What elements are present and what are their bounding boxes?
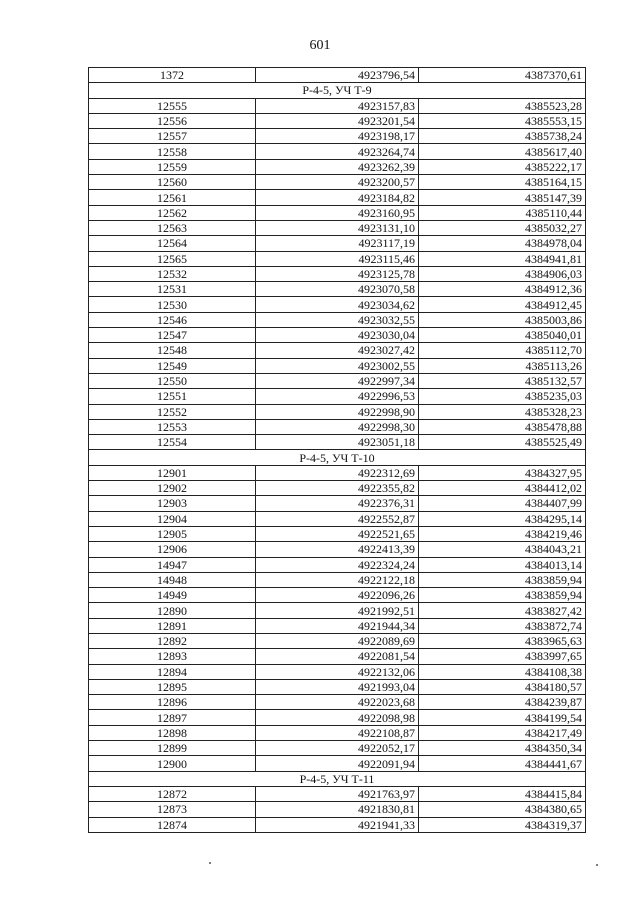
point-number-cell: 12898 [89,725,256,740]
section-title: Р-4-5, УЧ Т-9 [89,83,586,98]
page-number: 601 [309,38,331,53]
y-coordinate-cell: 4383859,94 [419,572,586,587]
x-coordinate-cell: 4922096,26 [256,588,419,603]
y-coordinate-cell: 4384013,14 [419,557,586,572]
x-coordinate-cell: 4922324,24 [256,557,419,572]
table-row [89,205,586,220]
point-number-cell: 12899 [89,741,256,756]
point-number-cell: 12556 [89,113,256,128]
point-number-cell: 12903 [89,496,256,511]
x-coordinate-cell: 4921993,04 [256,679,419,694]
x-coordinate-cell: 4923131,10 [256,220,419,235]
x-coordinate-cell: 4923117,19 [256,236,419,251]
table-row [89,220,586,235]
y-coordinate-cell: 4385113,26 [419,358,586,373]
x-coordinate-cell: 4922355,82 [256,481,419,496]
point-number-cell: 12904 [89,511,256,526]
x-coordinate-cell: 4921944,34 [256,618,419,633]
table-row [89,251,586,266]
table-row [89,190,586,205]
point-number-cell: 12896 [89,695,256,710]
y-coordinate-cell: 4385110,44 [419,205,586,220]
table-row [89,297,586,312]
table-row [89,328,586,343]
point-number-cell: 12551 [89,389,256,404]
y-coordinate-cell: 4384941,81 [419,251,586,266]
point-number-cell: 14949 [89,588,256,603]
y-coordinate-cell: 4385222,17 [419,159,586,174]
table-row [89,695,586,710]
table-row [89,511,586,526]
x-coordinate-cell: 4922413,39 [256,542,419,557]
x-coordinate-cell: 4922052,17 [256,741,419,756]
point-number-cell: 12554 [89,435,256,450]
x-coordinate-cell: 4923030,04 [256,328,419,343]
x-coordinate-cell: 4923070,58 [256,282,419,297]
point-number-cell: 12901 [89,465,256,480]
y-coordinate-cell: 4384380,65 [419,802,586,817]
table-row [89,373,586,388]
x-coordinate-cell: 4923027,42 [256,343,419,358]
y-coordinate-cell: 4387370,61 [419,68,586,83]
y-coordinate-cell: 4385164,15 [419,175,586,190]
y-coordinate-cell: 4383872,74 [419,618,586,633]
point-number-cell: 12562 [89,205,256,220]
y-coordinate-cell: 4384912,45 [419,297,586,312]
point-number-cell: 12890 [89,603,256,618]
table-row [89,542,586,557]
table-row [89,481,586,496]
point-number-cell: 12873 [89,802,256,817]
point-number-cell: 12553 [89,419,256,434]
y-coordinate-cell: 4384217,49 [419,725,586,740]
section-title: Р-4-5, УЧ Т-11 [89,771,586,786]
x-coordinate-cell: 4922376,31 [256,496,419,511]
point-number-cell: 12906 [89,542,256,557]
x-coordinate-cell: 4922996,53 [256,389,419,404]
y-coordinate-cell: 4385617,40 [419,144,586,159]
point-number-cell: 12548 [89,343,256,358]
point-number-cell: 12550 [89,373,256,388]
table-row [89,802,586,817]
table-row [89,710,586,725]
y-coordinate-cell: 4385147,39 [419,190,586,205]
x-coordinate-cell: 4923201,54 [256,113,419,128]
table-row [89,572,586,587]
scan-speck [209,862,211,864]
x-coordinate-cell: 4922552,87 [256,511,419,526]
x-coordinate-cell: 4922122,18 [256,572,419,587]
x-coordinate-cell: 4922997,34 [256,373,419,388]
table-row [89,113,586,128]
table-row [89,557,586,572]
y-coordinate-cell: 4384415,84 [419,786,586,801]
table-row [89,756,586,771]
x-coordinate-cell: 4923262,39 [256,159,419,174]
section-header-row [89,771,586,786]
table-row [89,236,586,251]
y-coordinate-cell: 4385523,28 [419,98,586,113]
x-coordinate-cell: 4922108,87 [256,725,419,740]
table-row [89,266,586,281]
x-coordinate-cell: 4923160,95 [256,205,419,220]
point-number-cell: 12892 [89,633,256,648]
x-coordinate-cell: 4923032,55 [256,312,419,327]
table-row [89,664,586,679]
point-number-cell: 1372 [89,68,256,83]
y-coordinate-cell: 4385132,57 [419,373,586,388]
point-number-cell: 12549 [89,358,256,373]
y-coordinate-cell: 4384978,04 [419,236,586,251]
x-coordinate-cell: 4922081,54 [256,649,419,664]
table-row [89,98,586,113]
table-row [89,404,586,419]
y-coordinate-cell: 4384319,37 [419,817,586,832]
y-coordinate-cell: 4385738,24 [419,129,586,144]
x-coordinate-cell: 4923002,55 [256,358,419,373]
y-coordinate-cell: 4384350,34 [419,741,586,756]
x-coordinate-cell: 4923200,57 [256,175,419,190]
x-coordinate-cell: 4922998,90 [256,404,419,419]
point-number-cell: 12893 [89,649,256,664]
table-row [89,358,586,373]
section-header-row [89,450,586,465]
table-row [89,465,586,480]
point-number-cell: 12895 [89,679,256,694]
y-coordinate-cell: 4384412,02 [419,481,586,496]
y-coordinate-cell: 4384327,95 [419,465,586,480]
table-row [89,389,586,404]
y-coordinate-cell: 4384912,36 [419,282,586,297]
point-number-cell: 12900 [89,756,256,771]
point-number-cell: 12891 [89,618,256,633]
y-coordinate-cell: 4383827,42 [419,603,586,618]
table-row [89,603,586,618]
x-coordinate-cell: 4923264,74 [256,144,419,159]
table-row [89,649,586,664]
table-row [89,725,586,740]
y-coordinate-cell: 4385235,03 [419,389,586,404]
y-coordinate-cell: 4384295,14 [419,511,586,526]
table-row [89,526,586,541]
table-row [89,679,586,694]
point-number-cell: 12555 [89,98,256,113]
scan-speck [596,864,598,866]
x-coordinate-cell: 4923125,78 [256,266,419,281]
y-coordinate-cell: 4384043,21 [419,542,586,557]
section-title: Р-4-5, УЧ Т-10 [89,450,586,465]
x-coordinate-cell: 4921941,33 [256,817,419,832]
y-coordinate-cell: 4385040,01 [419,328,586,343]
x-coordinate-cell: 4922521,65 [256,526,419,541]
point-number-cell: 12547 [89,328,256,343]
x-coordinate-cell: 4922089,69 [256,633,419,648]
point-number-cell: 12565 [89,251,256,266]
y-coordinate-cell: 4383859,94 [419,588,586,603]
table-row [89,419,586,434]
point-number-cell: 14947 [89,557,256,572]
point-number-cell: 12530 [89,297,256,312]
y-coordinate-cell: 4383965,63 [419,633,586,648]
y-coordinate-cell: 4385032,27 [419,220,586,235]
x-coordinate-cell: 4921992,51 [256,603,419,618]
point-number-cell: 12531 [89,282,256,297]
table-row [89,496,586,511]
x-coordinate-cell: 4923051,18 [256,435,419,450]
x-coordinate-cell: 4923034,62 [256,297,419,312]
point-number-cell: 12561 [89,190,256,205]
x-coordinate-cell: 4922312,69 [256,465,419,480]
y-coordinate-cell: 4383997,65 [419,649,586,664]
point-number-cell: 12564 [89,236,256,251]
table-row [89,817,586,832]
table-row [89,144,586,159]
table-row [89,588,586,603]
table-row [89,343,586,358]
y-coordinate-cell: 4384180,57 [419,679,586,694]
point-number-cell: 12546 [89,312,256,327]
x-coordinate-cell: 4923157,83 [256,98,419,113]
table-row [89,175,586,190]
y-coordinate-cell: 4385328,23 [419,404,586,419]
point-number-cell: 14948 [89,572,256,587]
x-coordinate-cell: 4921830,81 [256,802,419,817]
x-coordinate-cell: 4923198,17 [256,129,419,144]
point-number-cell: 12558 [89,144,256,159]
table-row [89,282,586,297]
table-row [89,741,586,756]
table-row [89,786,586,801]
point-number-cell: 12897 [89,710,256,725]
y-coordinate-cell: 4384199,54 [419,710,586,725]
x-coordinate-cell: 4922132,06 [256,664,419,679]
point-number-cell: 12560 [89,175,256,190]
x-coordinate-cell: 4922091,94 [256,756,419,771]
coordinates-table [88,67,586,833]
table-row [89,618,586,633]
y-coordinate-cell: 4384407,99 [419,496,586,511]
point-number-cell: 12557 [89,129,256,144]
point-number-cell: 12894 [89,664,256,679]
x-coordinate-cell: 4922023,68 [256,695,419,710]
point-number-cell: 12532 [89,266,256,281]
point-number-cell: 12872 [89,786,256,801]
x-coordinate-cell: 4922998,30 [256,419,419,434]
y-coordinate-cell: 4385003,86 [419,312,586,327]
y-coordinate-cell: 4385525,49 [419,435,586,450]
table-row [89,633,586,648]
y-coordinate-cell: 4384108,38 [419,664,586,679]
y-coordinate-cell: 4384441,67 [419,756,586,771]
table-row [89,68,586,83]
table-row [89,159,586,174]
y-coordinate-cell: 4384219,46 [419,526,586,541]
x-coordinate-cell: 4923115,46 [256,251,419,266]
point-number-cell: 12559 [89,159,256,174]
section-header-row [89,83,586,98]
y-coordinate-cell: 4384239,87 [419,695,586,710]
point-number-cell: 12874 [89,817,256,832]
table-row [89,312,586,327]
table-row [89,129,586,144]
coordinates-table-body [89,68,586,833]
y-coordinate-cell: 4385553,15 [419,113,586,128]
x-coordinate-cell: 4921763,97 [256,786,419,801]
y-coordinate-cell: 4385478,88 [419,419,586,434]
x-coordinate-cell: 4922098,98 [256,710,419,725]
point-number-cell: 12552 [89,404,256,419]
point-number-cell: 12905 [89,526,256,541]
x-coordinate-cell: 4923184,82 [256,190,419,205]
y-coordinate-cell: 4384906,03 [419,266,586,281]
point-number-cell: 12902 [89,481,256,496]
y-coordinate-cell: 4385112,70 [419,343,586,358]
table-row [89,435,586,450]
x-coordinate-cell: 4923796,54 [256,68,419,83]
point-number-cell: 12563 [89,220,256,235]
